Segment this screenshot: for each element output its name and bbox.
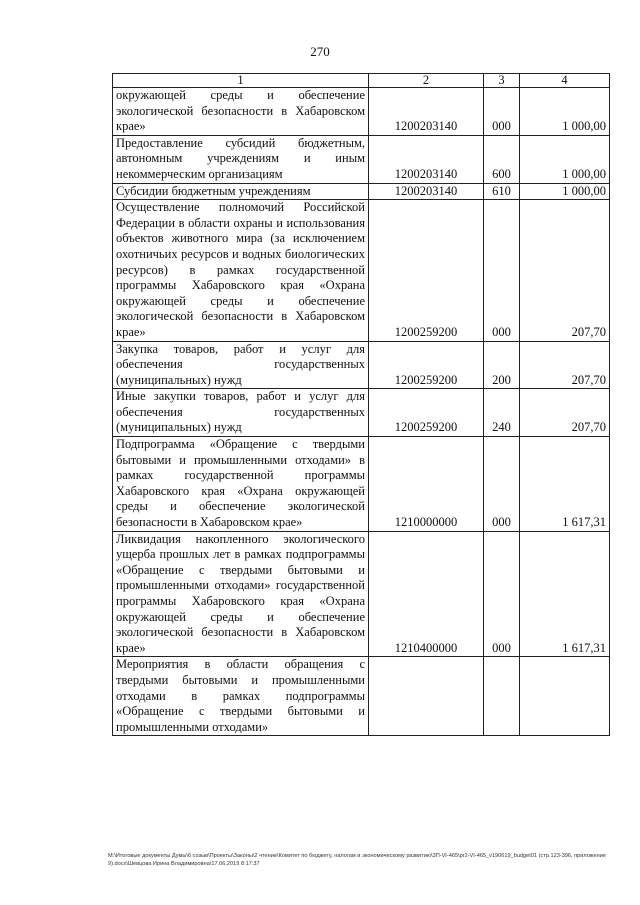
row-code: 1200203140 [369,183,484,200]
document-path-footer: M:\Итоговые документы Думы\6 созыв\Проекты\Законы\2 чтение\Комитет по бюджету, налогам и экономическому развитию\3П-VI-465\pr2-VI-465_v190619_budget01 (стр.123-396, приложение 9).docx\Шевцова Ирина Владимировна\17.06.2019 8:17:37 [108,853,606,867]
row-code: 1210400000 [369,531,484,657]
row-vr: 000 [484,437,520,532]
row-name: Закупка товаров, работ и услуг для обеспечения государственных (муниципальных) нужд [113,341,369,389]
row-sum: 1 000,00 [520,88,610,136]
table-row [113,531,610,657]
row-name: Мероприятия в области обращения с твердыми бытовыми и промышленными отходами в рамках подпрограммы «Обращение с твердыми бытовыми и промышленными отходами» [113,657,369,736]
budget-table [112,73,610,736]
table-row [113,200,610,341]
row-code: 1200259200 [369,341,484,389]
row-sum: 1 000,00 [520,135,610,183]
table-row [113,183,610,200]
row-name: Подпрограмма «Обращение с твердыми бытовыми и промышленными отходами» в рамках государственной программы Хабаровского края «Охрана окружающей среды и обеспечение экологической безопасности в Хабаровском крае» [113,437,369,532]
row-sum: 1 617,31 [520,531,610,657]
row-name: Ликвидация накопленного экологического ущерба прошлых лет в рамках подпрограммы «Обращение с твердыми бытовыми и промышленными отходами» государственной программы Хабаровского края «Охрана окружающей среды и обеспечение экологической безопасности в Хабаровском крае» [113,531,369,657]
table-header-row [113,74,610,88]
row-name: Предоставление субсидий бюджетным, автономным учреждениям и иным некоммерческим организациям [113,135,369,183]
row-name: окружающей среды и обеспечение экологической безопасности в Хабаровском крае» [113,88,369,136]
row-sum: 207,70 [520,341,610,389]
row-vr: 200 [484,341,520,389]
row-code: 1200203140 [369,135,484,183]
row-vr: 000 [484,531,520,657]
table-row [113,135,610,183]
table-row [113,341,610,389]
row-sum: 1 617,31 [520,437,610,532]
row-sum: 207,70 [520,200,610,341]
row-name: Осуществление полномочий Российской Федерации в области охраны и использования объектов животного мира (за исключением охотничьих ресурсов и водных биологических ресурсов) в рамках государственной программы Хабаровского края «Охрана окружающей среды и обеспечение экологической безопасности в Хабаровском крае» [113,200,369,341]
table-row [113,437,610,532]
header-col-2: 2 [369,74,484,88]
row-vr: 000 [484,88,520,136]
row-code: 1200259200 [369,200,484,341]
row-code: 1200259200 [369,389,484,437]
row-vr: 000 [484,200,520,341]
row-sum: 207,70 [520,389,610,437]
row-sum [520,657,610,736]
header-col-1: 1 [113,74,369,88]
table-row [113,389,610,437]
row-vr: 600 [484,135,520,183]
row-name: Субсидии бюджетным учреждениям [113,183,369,200]
row-vr: 610 [484,183,520,200]
row-sum: 1 000,00 [520,183,610,200]
header-col-3: 3 [484,74,520,88]
header-col-4: 4 [520,74,610,88]
table-row [113,88,610,136]
row-code: 1200203140 [369,88,484,136]
row-vr [484,657,520,736]
row-name: Иные закупки товаров, работ и услуг для обеспечения государственных (муниципальных) нужд [113,389,369,437]
row-code [369,657,484,736]
row-code: 1210000000 [369,437,484,532]
table-row [113,657,610,736]
page-number: 270 [310,44,330,59]
row-vr: 240 [484,389,520,437]
